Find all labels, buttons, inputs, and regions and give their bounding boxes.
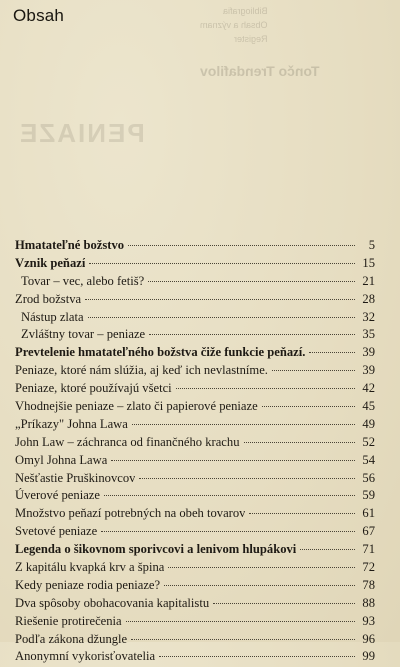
toc-entry bbox=[15, 381, 375, 399]
toc-entry-title: „Príkazy" Johna Lawa bbox=[15, 416, 128, 431]
toc-entry-page: 88 bbox=[362, 595, 375, 610]
toc-entry bbox=[15, 542, 375, 560]
dot-leader bbox=[213, 603, 355, 604]
toc-entry-page: 32 bbox=[362, 309, 375, 324]
dot-leader bbox=[272, 370, 355, 371]
toc-entry-title: Množstvo peňazí potrebných na obeh tovarov bbox=[15, 506, 246, 521]
toc-entry-title: Vhodnejšie peniaze – zlato či papierové peniaze bbox=[15, 399, 258, 414]
toc-entry bbox=[15, 524, 375, 542]
toc-entry bbox=[15, 453, 375, 471]
dot-leader bbox=[309, 352, 355, 353]
dot-leader bbox=[262, 406, 355, 407]
dot-leader bbox=[126, 621, 355, 622]
toc-entry-title: Nástup zlata bbox=[21, 309, 84, 324]
toc-entry bbox=[15, 238, 375, 256]
toc-entry-page: 45 bbox=[362, 399, 375, 414]
toc-entry bbox=[15, 632, 375, 650]
dot-leader bbox=[139, 478, 355, 479]
dot-leader bbox=[300, 549, 355, 550]
toc-entry bbox=[15, 506, 375, 524]
toc-entry-page: 21 bbox=[362, 273, 375, 288]
bleed-through-author: Tončo Trendafilov bbox=[200, 63, 320, 79]
toc-entry-title: Nešťastie Pruškinovcov bbox=[15, 470, 136, 485]
toc-entry-page: 59 bbox=[362, 488, 375, 503]
bleed-line: Bibliografia bbox=[223, 6, 268, 16]
dot-leader bbox=[128, 245, 355, 246]
dot-leader bbox=[131, 639, 355, 640]
toc-entry bbox=[15, 345, 375, 363]
dot-leader bbox=[149, 334, 355, 335]
toc-entry bbox=[15, 578, 375, 596]
toc-entry-title: Peniaze, ktoré používajú všetci bbox=[15, 381, 172, 396]
toc-entry bbox=[15, 649, 375, 667]
dot-leader bbox=[89, 263, 355, 264]
toc-entry-page: 5 bbox=[368, 238, 375, 252]
page-title: Obsah bbox=[13, 6, 65, 25]
toc-entry-page: 72 bbox=[362, 560, 375, 575]
dot-leader bbox=[249, 513, 355, 514]
toc-entry-title: Podľa zákona džungle bbox=[15, 631, 128, 646]
dot-leader bbox=[148, 281, 355, 282]
dot-leader bbox=[244, 442, 356, 443]
toc-entry bbox=[15, 560, 375, 578]
toc-entry bbox=[15, 488, 375, 506]
toc-entry bbox=[15, 256, 375, 274]
toc-entry-title: Hmatateľné božstvo bbox=[15, 238, 125, 252]
toc-entry-page: 54 bbox=[362, 452, 375, 467]
toc-entry bbox=[15, 399, 375, 417]
dot-leader bbox=[85, 299, 355, 300]
dot-leader bbox=[164, 585, 355, 586]
dot-leader bbox=[176, 388, 355, 389]
dot-leader bbox=[111, 460, 355, 461]
toc-entry bbox=[15, 614, 375, 632]
toc-entry-page: 96 bbox=[362, 631, 375, 646]
bleed-through-text bbox=[200, 4, 268, 46]
toc-entry-title: Tovar – vec, alebo fetiš? bbox=[21, 273, 145, 288]
toc-entry-title: Anonymní vykorisťovatelia bbox=[15, 649, 156, 664]
toc-entry-title: Zrod božstva bbox=[15, 291, 82, 306]
dot-leader bbox=[101, 531, 355, 532]
toc-entry bbox=[15, 363, 375, 381]
toc-entry-title: Prevtelenie hmatateľného božstva čiže funkcie peňazí. bbox=[15, 345, 306, 360]
bleed-line: Register bbox=[234, 34, 268, 44]
dot-leader bbox=[132, 424, 355, 425]
bleed-line: Obsah a význam bbox=[200, 20, 268, 30]
toc-entry-page: 39 bbox=[362, 363, 375, 378]
toc-entry bbox=[15, 435, 375, 453]
toc-entry-page: 35 bbox=[362, 327, 375, 342]
toc-entry bbox=[15, 327, 375, 345]
toc-entry bbox=[15, 292, 375, 310]
toc-entry-page: 52 bbox=[362, 434, 375, 449]
toc-entry bbox=[15, 310, 375, 328]
toc-entry-page: 93 bbox=[362, 613, 375, 628]
toc-entry-title: Riešenie protirečenia bbox=[15, 613, 122, 628]
bleed-through-title: PENIAZE bbox=[18, 118, 145, 148]
dot-leader bbox=[104, 495, 355, 496]
toc-entry-page: 78 bbox=[362, 577, 375, 592]
toc-entry-title: Úverové peniaze bbox=[15, 488, 100, 503]
toc-entry bbox=[15, 417, 375, 435]
toc-entry bbox=[15, 596, 375, 614]
toc-entry-title: Legenda o šikovnom sporivcovi a lenivom hlupákovi bbox=[15, 542, 297, 557]
toc-entry-page: 99 bbox=[362, 649, 375, 664]
toc-entry-page: 28 bbox=[362, 291, 375, 306]
dot-leader bbox=[159, 656, 355, 657]
toc-entry-page: 42 bbox=[362, 381, 375, 396]
toc-entry-title: Dva spôsoby obohacovania kapitalistu bbox=[15, 595, 210, 610]
toc-entry-title: Peniaze, ktoré nám slúžia, aj keď ich nevlastníme. bbox=[15, 363, 268, 378]
dot-leader bbox=[88, 317, 355, 318]
toc-entry-title: Vznik peňazí bbox=[15, 255, 86, 270]
dot-leader bbox=[168, 567, 355, 568]
toc-entry-page: 67 bbox=[362, 524, 375, 539]
toc-entry-title: Omyl Johna Lawa bbox=[15, 452, 108, 467]
toc-entry-page: 61 bbox=[362, 506, 375, 521]
toc-entry-title: Z kapitálu kvapká krv a špina bbox=[15, 560, 165, 575]
toc-entry-title: Kedy peniaze rodia peniaze? bbox=[15, 577, 161, 592]
toc-entry-page: 39 bbox=[362, 345, 375, 360]
toc-entry-page: 56 bbox=[362, 470, 375, 485]
toc-entry-page: 15 bbox=[362, 255, 375, 270]
toc-entry-page: 71 bbox=[362, 542, 375, 557]
toc-entry-title: Zvláštny tovar – peniaze bbox=[21, 327, 146, 342]
table-of-contents bbox=[15, 238, 375, 667]
toc-entry bbox=[15, 471, 375, 489]
toc-entry bbox=[15, 274, 375, 292]
toc-entry-title: John Law – záchranca od finančného krachu bbox=[15, 434, 240, 449]
toc-entry-page: 49 bbox=[362, 416, 375, 431]
toc-entry-title: Svetové peniaze bbox=[15, 524, 98, 539]
